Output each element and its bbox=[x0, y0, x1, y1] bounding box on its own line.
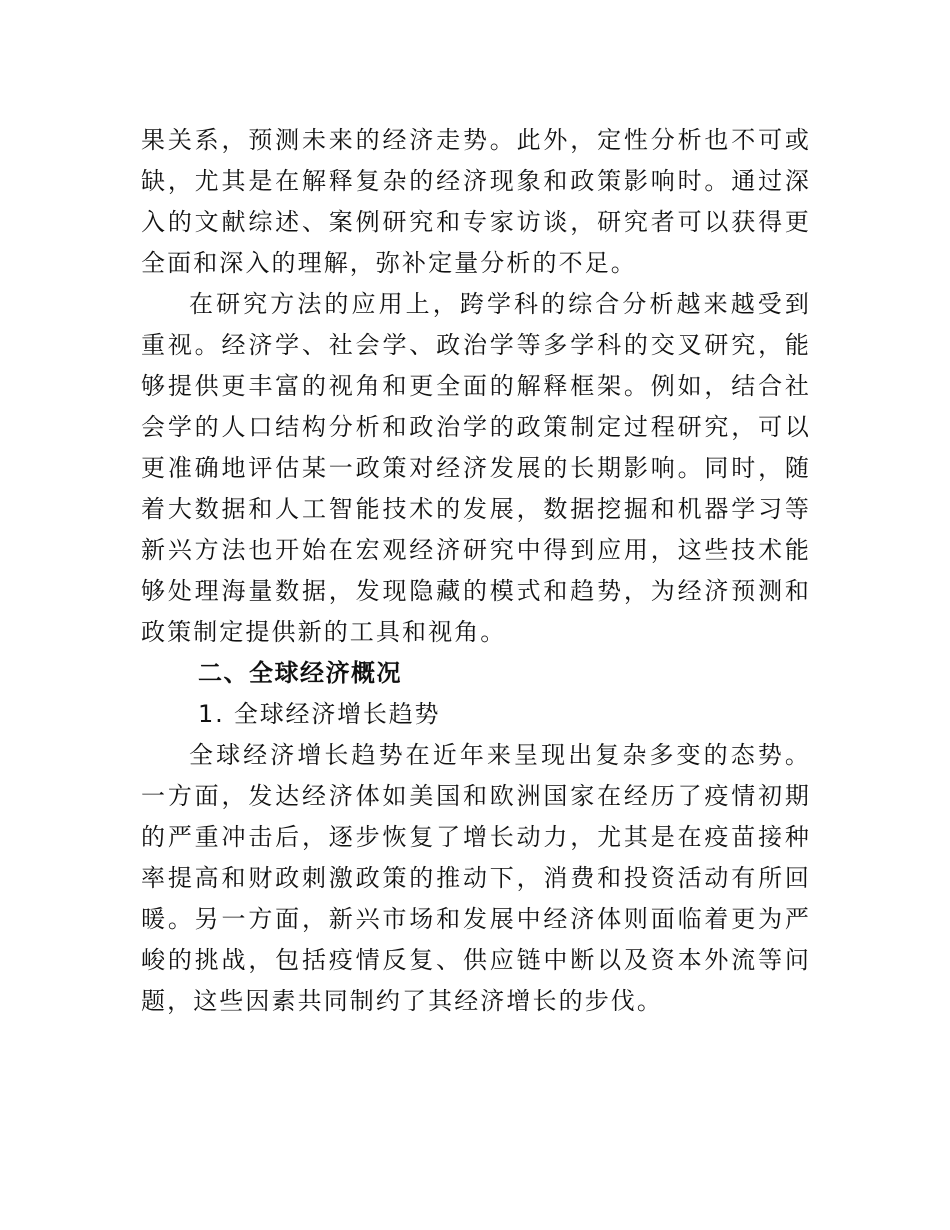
subsection-heading: 1. 全球经济增长趋势 bbox=[198, 700, 441, 728]
section-heading: 二、全球经济概况 bbox=[198, 659, 402, 687]
paragraph-global-growth: 全球经济增长趋势在近年来呈现出复杂多变的态势。一方面，发达经济体如美国和欧洲国家在经历了疫情初期的严重冲击后，逐步恢复了增长动力，尤其是在疫苗接种率提高和财政刺激政策的推动下，消费和投资活动有所回暖。另一方面，新兴市场和发展中经济体则面临着更为严峻的挑战，包括疫情反复、供应链中断以及资本外流等问题，这些因素共同制约了其经济增长的步伐。 bbox=[141, 741, 811, 1015]
paragraph-continuation: 果关系，预测未来的经济走势。此外，定性分析也不可或缺，尤其是在解释复杂的经济现象和政策影响时。通过深入的文献综述、案例研究和专家访谈，研究者可以获得更全面和深入的理解，弥补定量分析的不足。 bbox=[141, 126, 811, 277]
paragraph-research-methods: 在研究方法的应用上，跨学科的综合分析越来越受到重视。经济学、社会学、政治学等多学科的交叉研究，能够提供更丰富的视角和更全面的解释框架。例如，结合社会学的人口结构分析和政治学的政策制定过程研究，可以更准确地评估某一政策对经济发展的长期影响。同时，随着大数据和人工智能技术的发展，数据挖掘和机器学习等新兴方法也开始在宏观经济研究中得到应用，这些技术能够处理海量数据，发现隐藏的模式和趋势，为经济预测和政策制定提供新的工具和视角。 bbox=[141, 290, 811, 646]
document-body bbox=[141, 120, 811, 1022]
